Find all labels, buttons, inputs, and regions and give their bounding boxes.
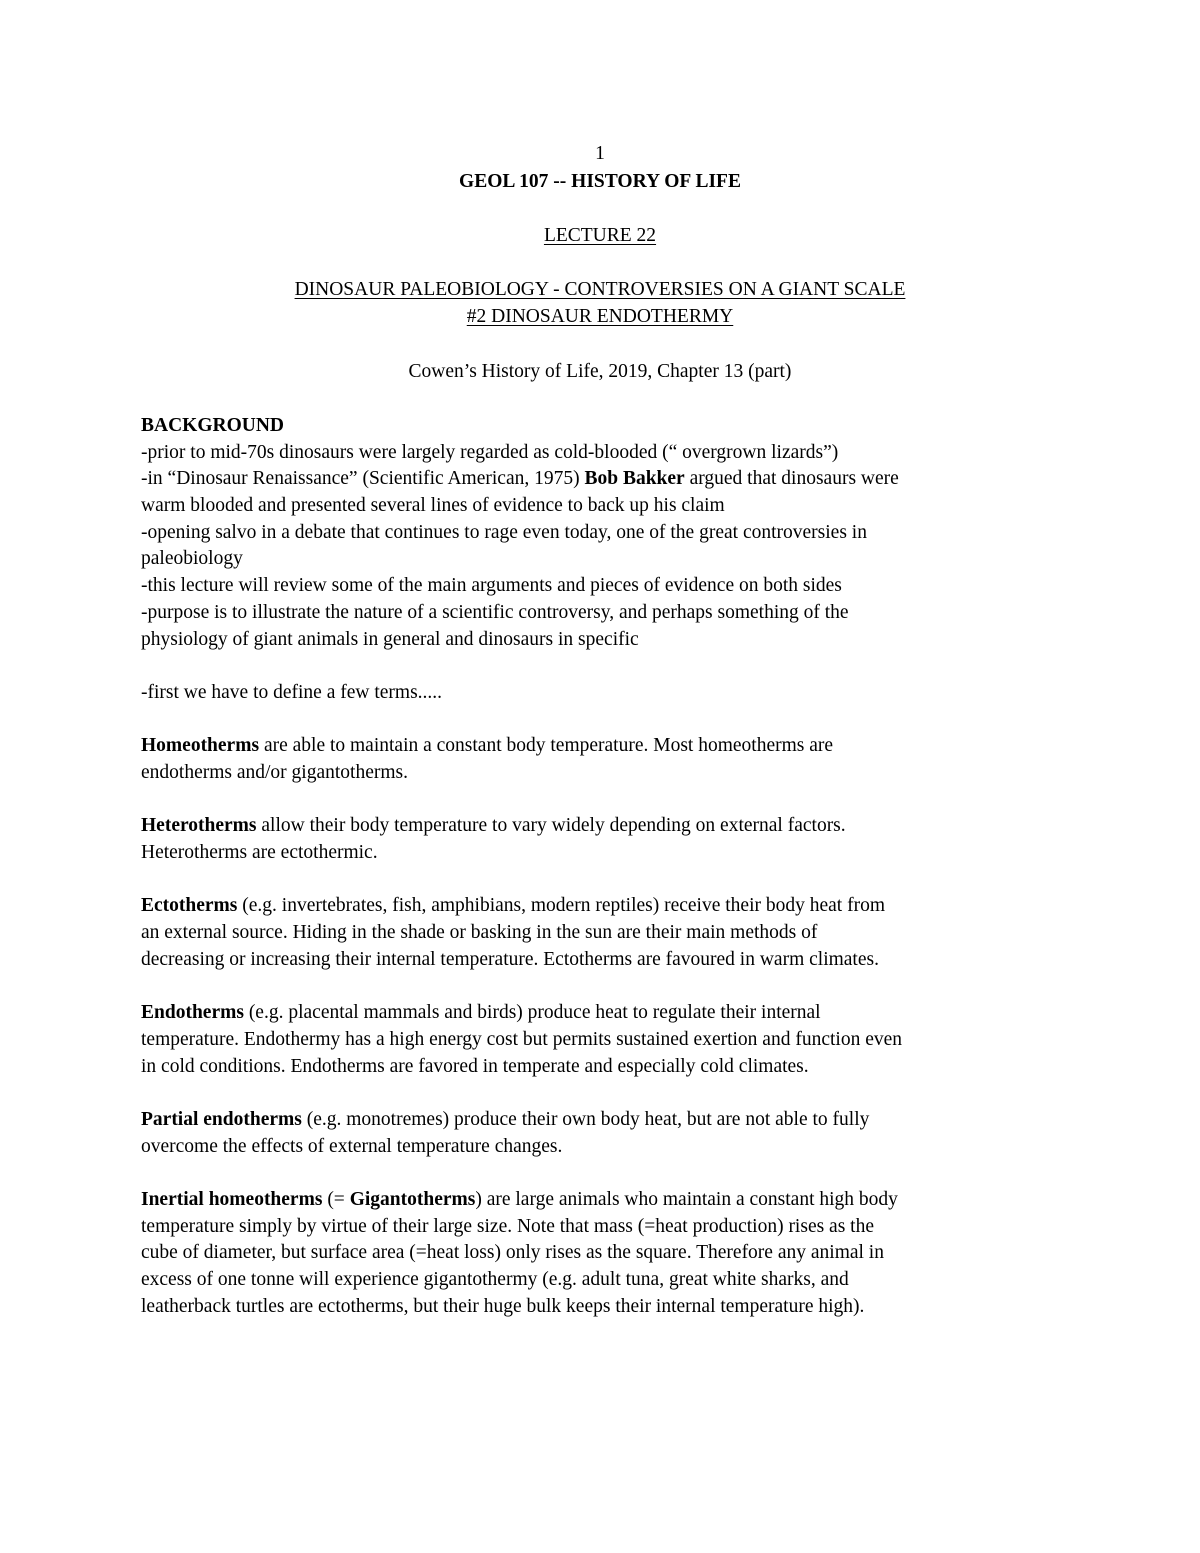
gigantotherms-term: Gigantotherms [349, 1188, 476, 1210]
inertial-homeotherms-line-1: ) are large animals who maintain a constant high body [475, 1188, 898, 1210]
background-line-6: -this lecture will review some of the main arguments and pieces of evidence on both sides [141, 575, 842, 597]
background-line-2 [141, 466, 1081, 493]
reading-reference: Cowen’s History of Life, 2019, Chapter 13 (part) [408, 361, 792, 382]
heterotherms-term: Heterotherms [141, 815, 257, 837]
background-line-7: -purpose is to illustrate the nature of a scientific controversy, and perhaps something of the [141, 601, 849, 623]
inertial-homeotherms-line-2: temperature simply by virtue of their large size. Note that mass (=heat production) rises as the [141, 1215, 875, 1237]
inertial-homeotherms-line-5: leatherback turtles are ectotherms, but their huge bulk keeps their internal temperature high). [141, 1295, 865, 1317]
endotherms-line-2: temperature. Endothermy has a high energy cost but permits sustained exertion and function even [141, 1028, 903, 1050]
partial-endotherms-term: Partial endotherms [141, 1108, 302, 1130]
homeotherms-term: Homeotherms [141, 735, 260, 757]
inertial-homeotherms-line-4: excess of one tonne will experience gigantothermy (e.g. adult tuna, great white sharks, and [141, 1269, 849, 1290]
define-terms [141, 680, 1081, 707]
ectotherms-term: Ectotherms [141, 895, 238, 917]
endotherms-line-3: in cold conditions. Endotherms are favored in temperate and especially cold climates. [141, 1055, 809, 1077]
background-line-3: warm blooded and presented several lines of evidence to back up his claim [141, 495, 725, 517]
background-heading: BACKGROUND [141, 415, 285, 436]
ectotherms-line-2: an external source. Hiding in the shade or basking in the sun are their main methods of [141, 922, 818, 944]
partial-endotherms-line-1: (e.g. monotremes) produce their own body heat, but are not able to fully [301, 1108, 870, 1130]
page-number: 1 [595, 143, 605, 164]
partial-endotherms-definition [141, 1107, 1081, 1160]
inertial-homeotherms-term: Inertial homeotherms [141, 1188, 323, 1210]
background-line-8: physiology of giant animals in general and dinosaurs in specific [141, 628, 639, 650]
homeotherms-definition [141, 733, 1081, 786]
background-line-5: paleobiology [141, 548, 243, 570]
background-line-4: -opening salvo in a debate that continues to rage even today, one of the great controversies in [141, 521, 867, 543]
lecture-number: LECTURE 22 [543, 225, 657, 246]
ectotherms-line-3: decreasing or increasing their internal temperature. Ectotherms are favoured in warm climates. [141, 948, 879, 970]
background-line-1: -prior to mid-70s dinosaurs were largely regarded as cold-blooded (“ overgrown lizards”) [141, 441, 839, 463]
lecture-body [141, 413, 1081, 1347]
inertial-homeotherms-paren: (= [322, 1188, 350, 1210]
bob-bakker: Bob Bakker [584, 468, 685, 490]
homeotherms-line-1: are able to maintain a constant body temperature. Most homeotherms are [259, 735, 834, 757]
background-line-2-text: -in “Dinosaur Renaissance” (Scientific American, 1975) [141, 468, 585, 490]
topic-title-line-2: #2 DINOSAUR ENDOTHERMY [466, 306, 734, 327]
heterotherms-definition [141, 813, 1081, 866]
background-line-2-end: argued that dinosaurs were [684, 468, 899, 490]
homeotherms-line-2: endotherms and/or gigantotherms. [141, 761, 408, 783]
define-terms-line: -first we have to define a few terms..... [141, 681, 443, 703]
endotherms-line-1: (e.g. placental mammals and birds) produce heat to regulate their internal [243, 1002, 821, 1024]
endotherms-term: Endotherms [141, 1002, 244, 1024]
partial-endotherms-line-2: overcome the effects of external temperature changes. [141, 1135, 563, 1157]
inertial-homeotherms-line-3: cube of diameter, but surface area (=heat loss) only rises as the square. Therefore any animal in [141, 1242, 884, 1264]
background-section [141, 413, 1081, 653]
ectotherms-definition [141, 893, 1081, 973]
topic-title-line-1: DINOSAUR PALEOBIOLOGY - CONTROVERSIES ON A GIANT SCALE [294, 279, 906, 300]
endotherms-definition [141, 1000, 1081, 1080]
inertial-homeotherms-definition [141, 1187, 1081, 1320]
ectotherms-line-1: (e.g. invertebrates, fish, amphibians, modern reptiles) receive their body heat from [237, 895, 885, 917]
heterotherms-line-1: allow their body temperature to vary widely depending on external factors. [256, 815, 846, 837]
heterotherms-line-2: Heterotherms are ectothermic. [141, 842, 378, 863]
course-title: GEOL 107 -- HISTORY OF LIFE [459, 171, 741, 192]
